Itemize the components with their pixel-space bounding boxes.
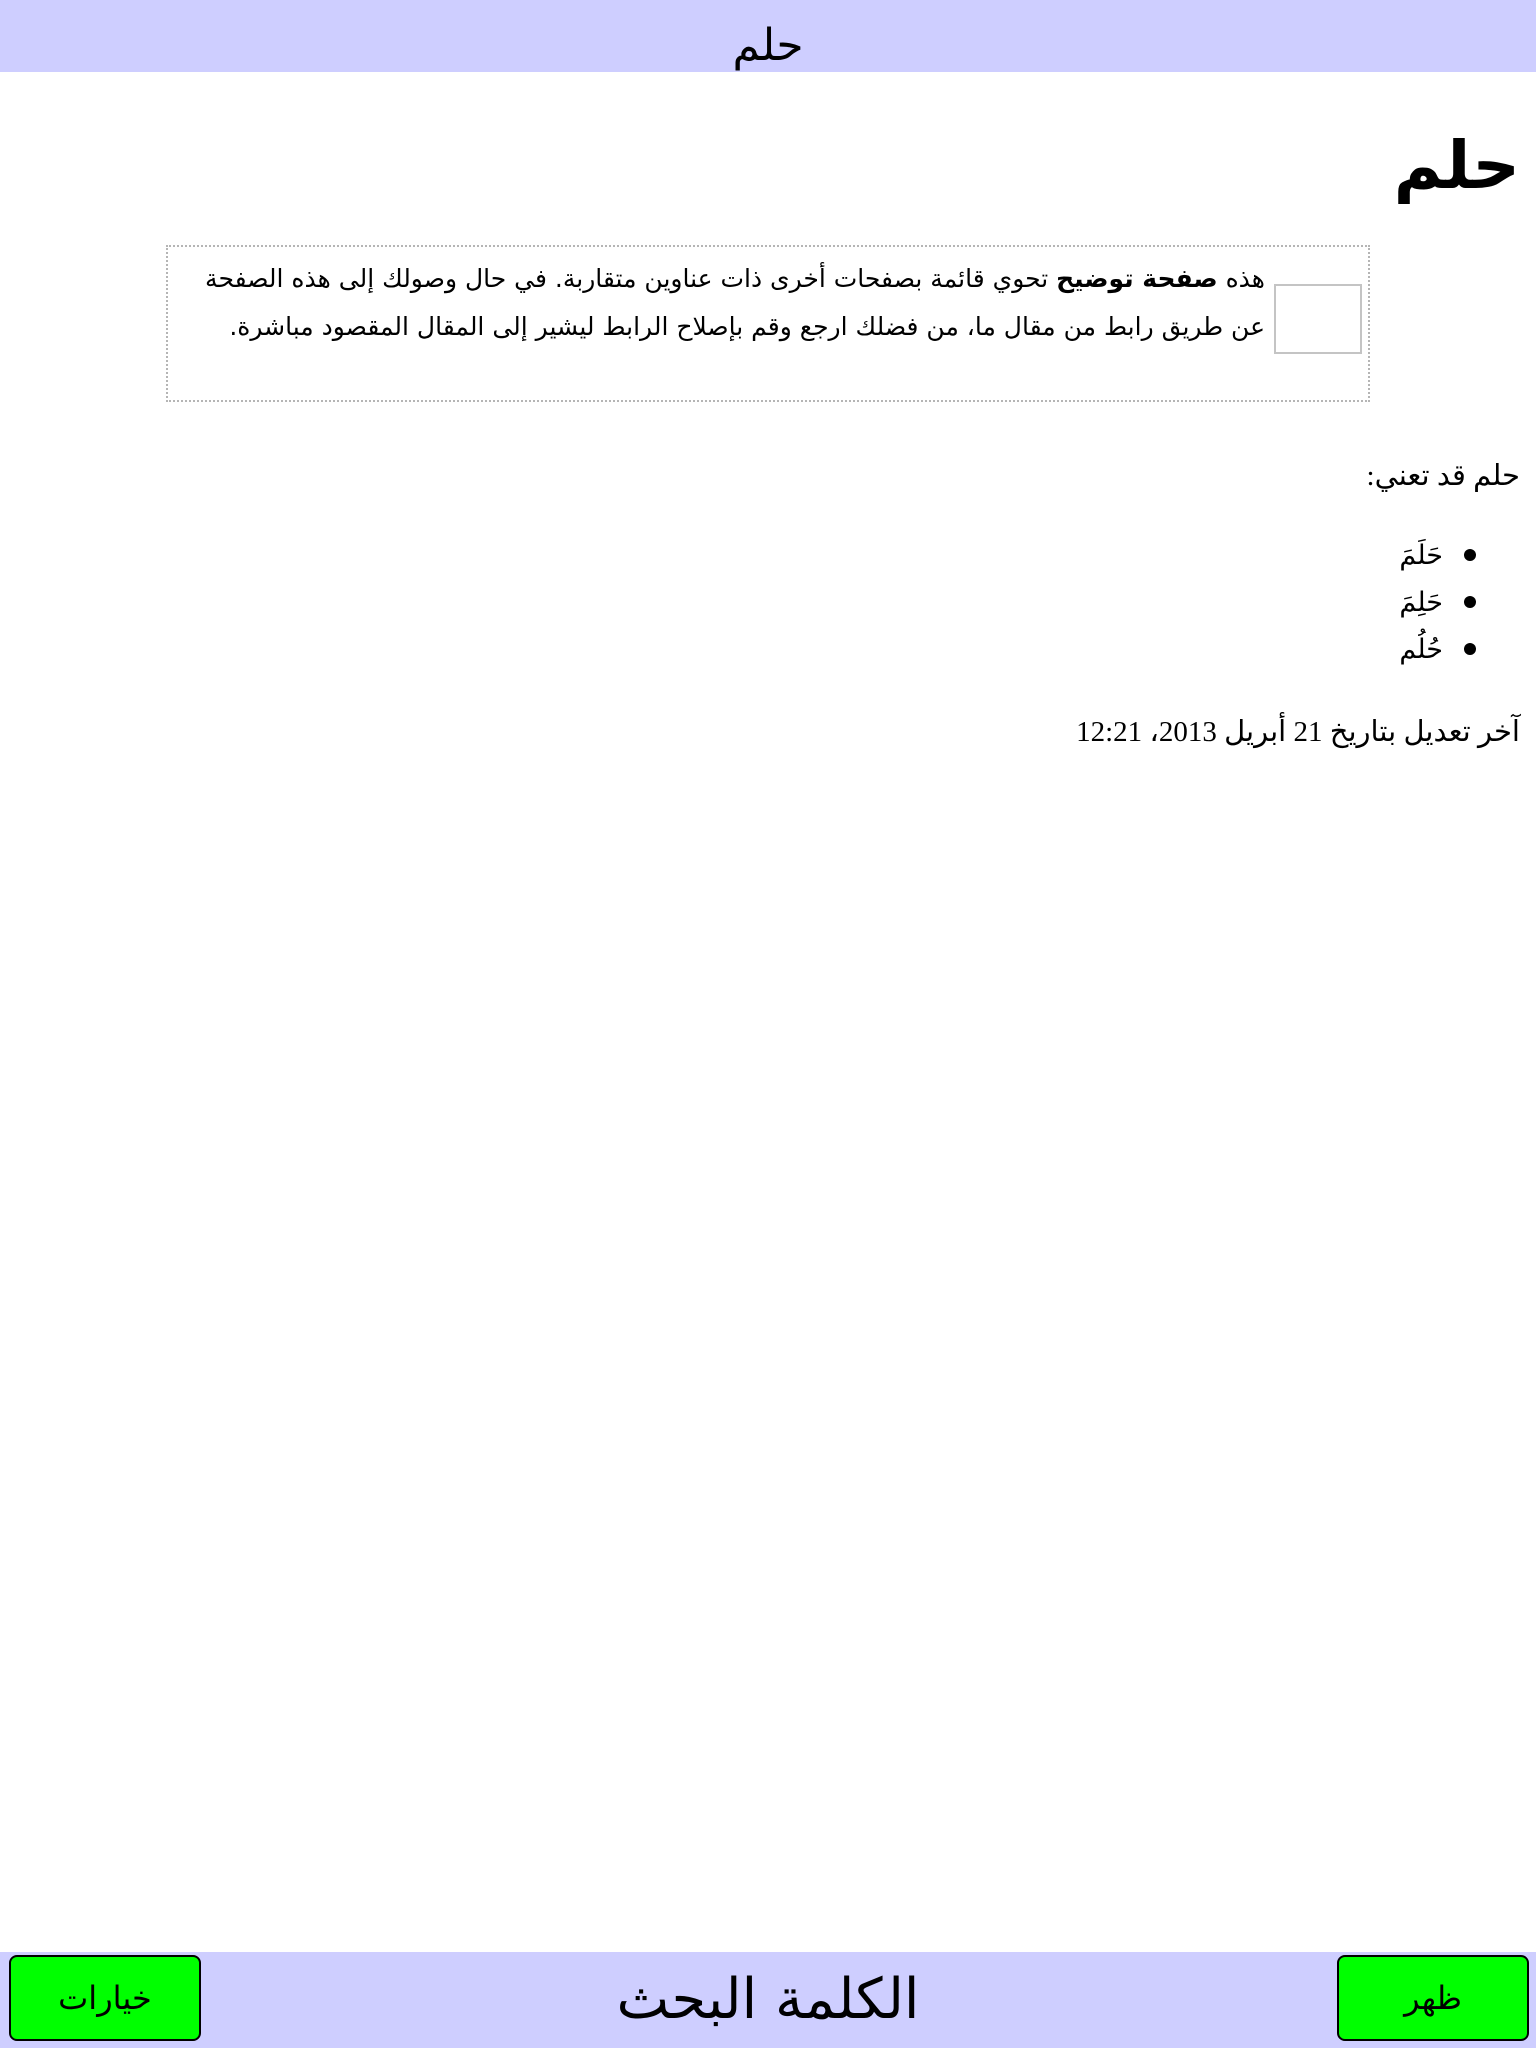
search-word-label[interactable]: الكلمة البحث bbox=[616, 1967, 920, 2032]
notice-prefix: هذه bbox=[1217, 264, 1265, 293]
article-content[interactable] bbox=[0, 72, 1536, 1952]
last-modified: آخر تعديل بتاريخ 21 أبريل 2013، 12:21 bbox=[1076, 716, 1520, 748]
list-item[interactable] bbox=[1399, 532, 1476, 579]
list-item[interactable] bbox=[1399, 626, 1476, 673]
back-button[interactable]: ظهر bbox=[1337, 1955, 1529, 2041]
list-item[interactable] bbox=[1399, 579, 1476, 626]
bullet-icon bbox=[1464, 596, 1476, 608]
options-button[interactable]: خيارات bbox=[9, 1955, 201, 2041]
disambiguation-image bbox=[1274, 284, 1362, 354]
top-bar bbox=[0, 0, 1536, 72]
notice-rest: تحوي قائمة بصفحات أخرى ذات عناوين متقاربة. في حال وصولك إلى هذه الصفحة عن طريق رابط من مقال ما، من فضلك ارجع وقم بإصلاح الرابط ليشير إلى المقال المقصود مباشرة. bbox=[205, 264, 1265, 341]
meaning-label[interactable]: حُلُم bbox=[1399, 634, 1443, 665]
meanings-list bbox=[1399, 532, 1476, 673]
meaning-label[interactable]: حَلِمَ bbox=[1399, 587, 1443, 618]
notice-text bbox=[190, 255, 1265, 351]
top-bar-title: حلم bbox=[732, 20, 804, 71]
bullet-icon bbox=[1464, 549, 1476, 561]
bottom-bar bbox=[0, 1952, 1536, 2048]
bullet-icon bbox=[1464, 643, 1476, 655]
intro-text: حلم قد تعني: bbox=[1366, 460, 1520, 492]
meaning-label[interactable]: حَلَمَ bbox=[1399, 540, 1443, 571]
page-title: حلم bbox=[1393, 127, 1520, 204]
notice-bold-link[interactable]: صفحة توضيح bbox=[1056, 264, 1218, 293]
disambiguation-notice bbox=[166, 245, 1370, 402]
